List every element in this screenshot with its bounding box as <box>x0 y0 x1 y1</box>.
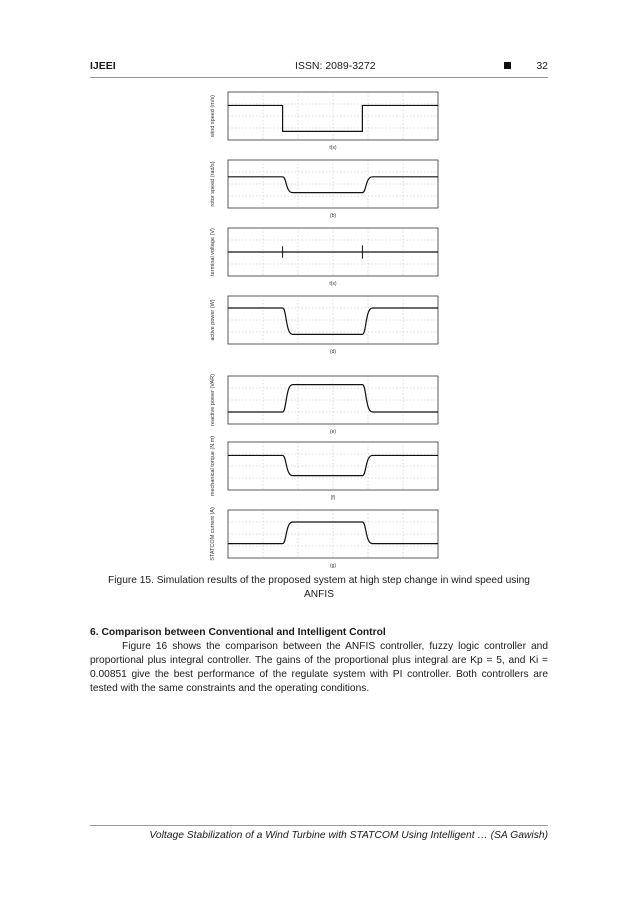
x-axis-label: (e) <box>329 429 337 435</box>
section-title: 6. Comparison between Conventional and Intelligent Control <box>90 627 386 638</box>
simulation-figure <box>192 86 448 569</box>
y-axis-label: active power (W) <box>210 299 216 341</box>
page-footer: Voltage Stabilization of a Wind Turbine with STATCOM Using Intelligent … (SA Gawish) <box>149 830 548 841</box>
x-axis-label: (d) <box>329 349 337 355</box>
caption-line-2: ANFIS <box>303 589 334 600</box>
page-header <box>90 60 548 76</box>
section-paragraph: Figure 16 shows the comparison between the ANFIS controller, fuzzy logic controller and proportional plus integral controller. The gains of the proportional plus integral are Kp = 5, and Ki = 0.00851 give the best performance of the regulate system with PI controller. Both controllers are tested with the same constraints and the operating conditions. <box>90 641 548 694</box>
header-rule <box>90 77 548 78</box>
y-axis-label: wind speed (m/s) <box>210 95 216 137</box>
footer-rule <box>90 825 548 826</box>
x-axis-label: (b) <box>329 213 337 219</box>
issn: ISSN: 2089-3272 <box>295 60 376 72</box>
x-axis-label: (g) <box>329 563 337 569</box>
square-bullet-icon <box>504 62 511 69</box>
x-axis-label: (f) <box>330 495 336 501</box>
caption-line-1: Figure 15. Simulation results of the proposed system at high step change in wind speed using <box>108 575 530 586</box>
x-axis-label: t(s) <box>329 145 337 151</box>
journal-name: IJEEI <box>90 60 116 72</box>
page-number: 32 <box>536 60 548 72</box>
y-axis-label: rotor speed (rad/s) <box>210 161 216 207</box>
signal-trace <box>228 455 438 475</box>
y-axis-label: reactive power (VAR) <box>210 374 216 426</box>
figure-plots <box>192 86 448 569</box>
x-axis-label: t(s) <box>329 281 337 287</box>
y-axis-label: mechanical torque (N.m) <box>210 435 216 497</box>
y-axis-label: terminal voltage (V) <box>210 228 216 276</box>
figure-caption <box>90 574 548 602</box>
y-axis-label: STATCOM current (A) <box>210 507 216 561</box>
